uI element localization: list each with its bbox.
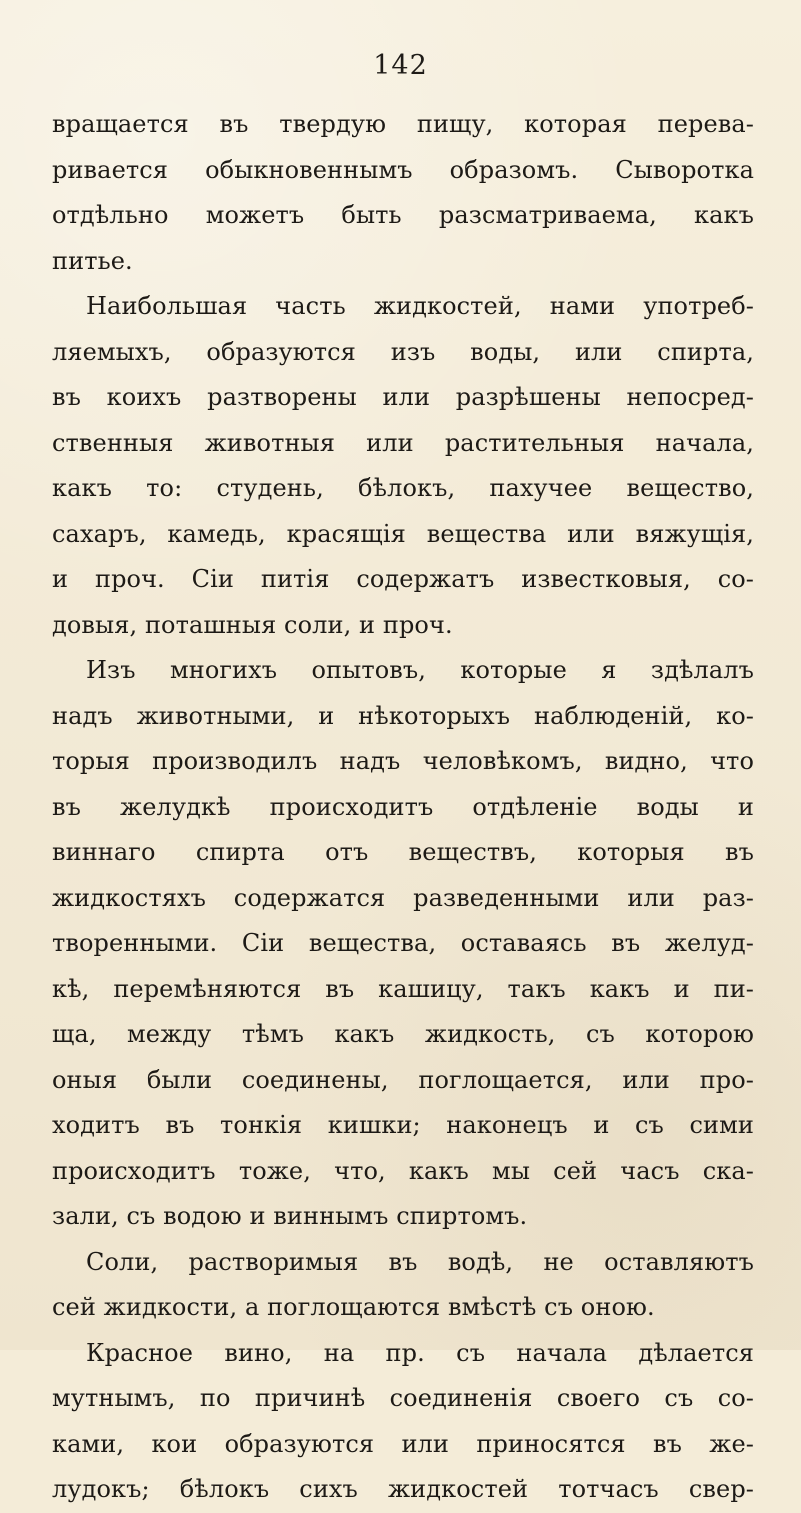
text-line: надъ животными, и нѣкоторыхъ наблюденій, ко- (52, 701, 754, 730)
text-line: ща, между тѣмъ какъ жидкость, съ которою (52, 1020, 754, 1048)
text-line: сахаръ, камедь, красящія вещества или вяжущія, (52, 519, 754, 548)
text-line: питье. (52, 246, 133, 275)
text-line: сей жидкости, а поглощаются вмѣстѣ съ оною. (52, 1293, 655, 1321)
text-line: вращается въ твердую пищу, которая перева- (52, 110, 754, 138)
text-line: оныя были соединены, поглощается, или про- (52, 1065, 754, 1094)
text-line: ляемыхъ, образуются изъ воды, или спирта, (52, 337, 754, 366)
text-line: ривается обыкновеннымъ образомъ. Сыворотка (52, 155, 754, 184)
text-line: творенными. Сіи вещества, оставаясь въ желуд- (52, 929, 754, 957)
text-line: довыя, поташныя соли, и проч. (52, 610, 453, 639)
page-number: 142 (373, 50, 428, 81)
text-line: какъ то: студень, бѣлокъ, пахучее вещество, (52, 474, 754, 502)
text-line: отдѣльно можетъ быть разсматриваема, какъ (52, 201, 754, 229)
text-line: и проч. Сіи питія содержатъ известковыя, со- (52, 565, 754, 593)
text-line: лудокъ; бѣлокъ сихъ жидкостей тотчасъ свер- (52, 1475, 754, 1503)
text-line: происходитъ тоже, что, какъ мы сей часъ ска- (52, 1156, 754, 1185)
body-text (52, 102, 754, 1513)
text-line: Изъ многихъ опытовъ, которые я здѣлалъ (86, 656, 754, 684)
text-line: виннаго спирта отъ веществъ, которыя въ (52, 838, 754, 866)
text-line: зали, съ водою и виннымъ спиртомъ. (52, 1202, 528, 1230)
text-line: Соли, растворимыя въ водѣ, не оставляютъ (86, 1247, 754, 1276)
text-line: торыя производилъ надъ человѣкомъ, видно, что (52, 747, 754, 775)
text-line: жидкостяхъ содержатся разведенными или раз- (52, 883, 754, 912)
text-line: ками, кои образуются или приносятся въ же- (52, 1429, 754, 1458)
text-line: Красное вино, на пр. съ начала дѣлается (86, 1338, 754, 1367)
text-line: въ желудкѣ происходитъ отдѣленіе воды и (52, 792, 754, 821)
text-line: ственныя животныя или растительныя начала, (52, 428, 754, 457)
text-line: въ коихъ разтворены или разрѣшены непосред- (52, 383, 754, 411)
text-line: ходитъ въ тонкія кишки; наконецъ и съ сими (52, 1111, 754, 1139)
text-line: кѣ, перемѣняются въ кашицу, такъ какъ и пи- (52, 974, 754, 1003)
text-line: мутнымъ, по причинѣ соединенія своего съ со- (52, 1384, 754, 1412)
text-line: Наибольшая часть жидкостей, нами употреб- (86, 292, 754, 320)
